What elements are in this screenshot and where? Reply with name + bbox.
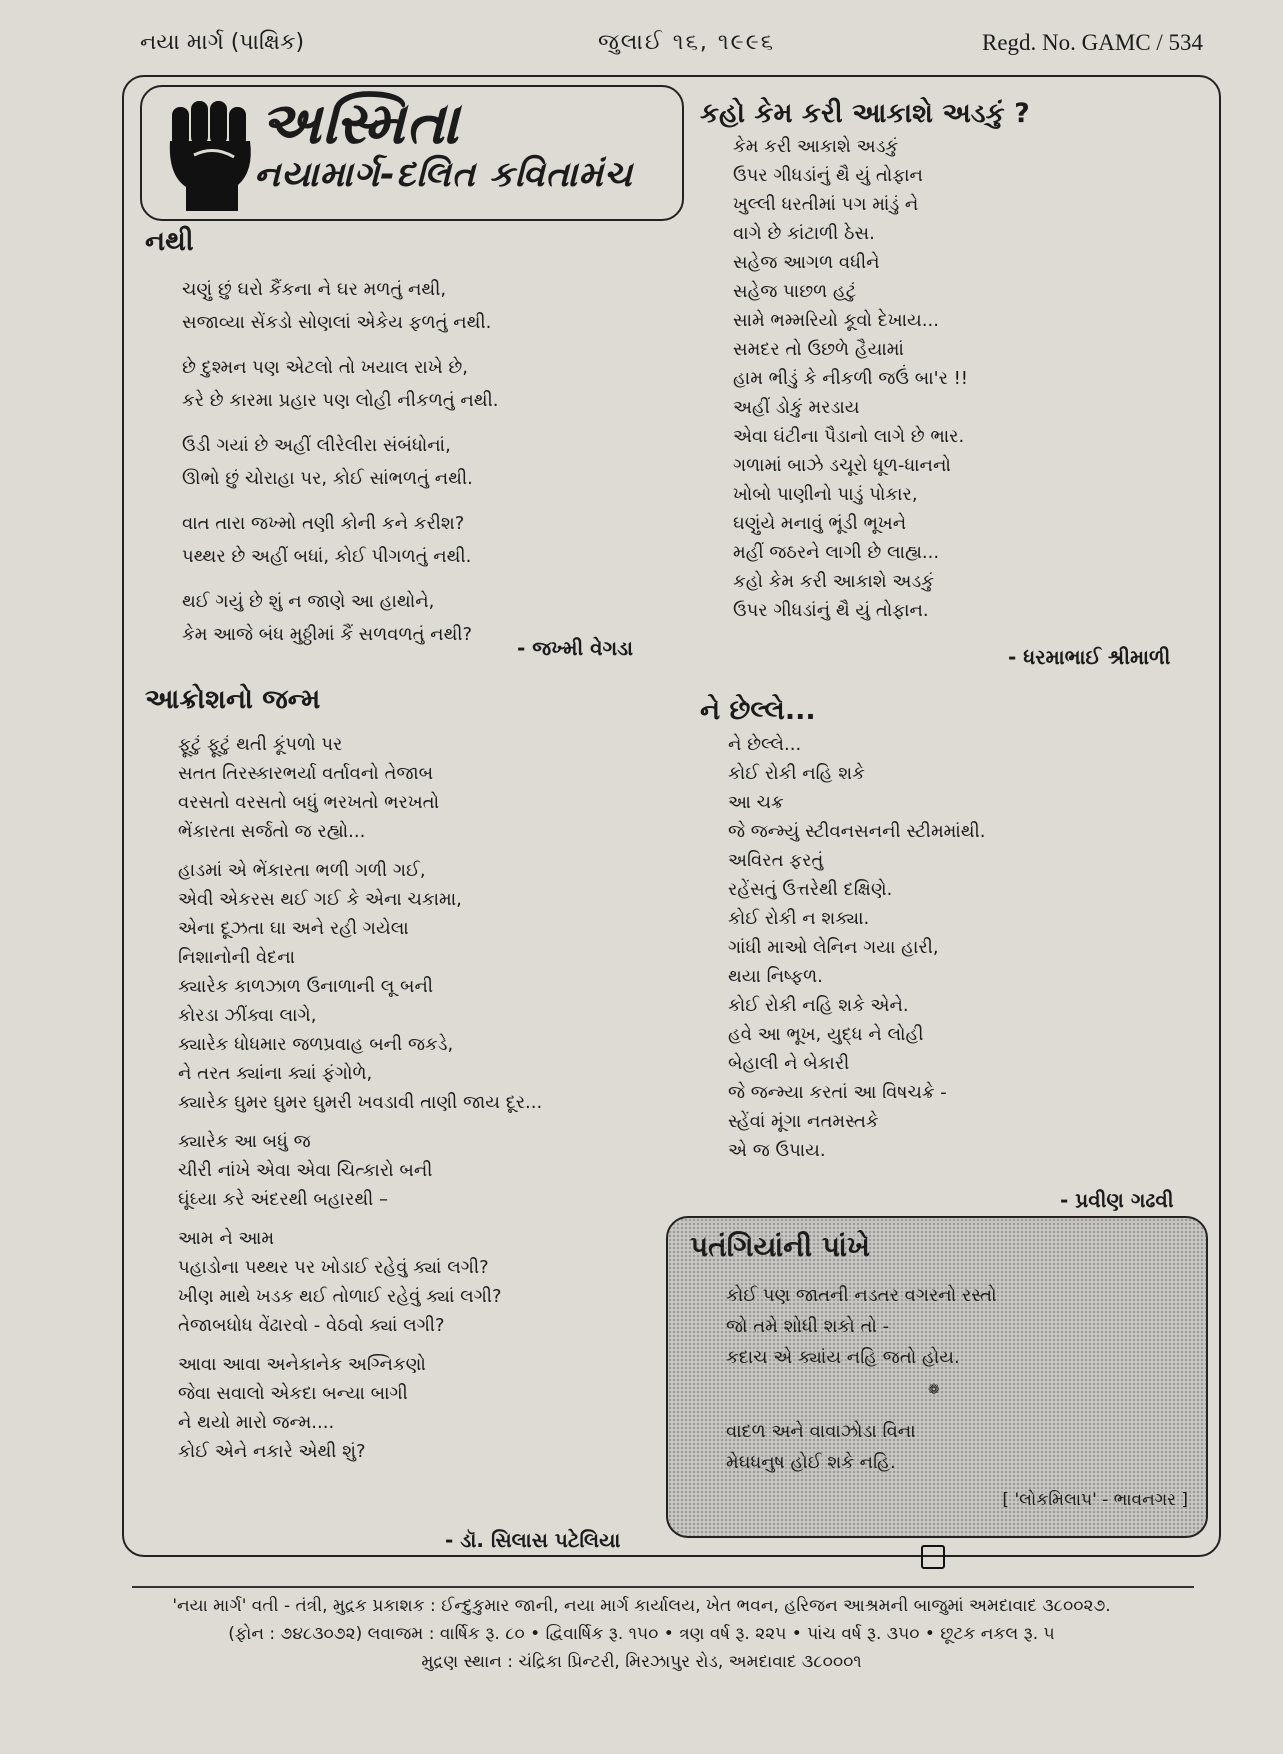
poem-line: ઉપર ગીધડાંનું થૈ યું તોફાન. [733, 600, 929, 621]
poem-line: કોરડા ઝીંક્વા લાગે, [178, 1005, 317, 1026]
poem-line: ક્યારેક ઘુમર ઘુમર ઘુમરી ખવડાવી તાણી જાય દૂર... [178, 1092, 543, 1113]
quote-lines-1 [726, 1280, 997, 1373]
poem-line: કહો કેમ કરી આકાશે અડકું [733, 571, 934, 592]
poem-line: પહાડોના પથ્થર પર ખોડાઈ રહેવું ક્યાં લગી? [178, 1257, 489, 1278]
poem-line: ગળામાં બાઝે ડચૂરો ધૂળ-ધાનનો [733, 455, 951, 476]
poem-line: હવે આ ભૂખ, યુદ્ધ ને લોહી [728, 1024, 924, 1045]
poem-line: ચણું છું ઘરો કૈંકના ને ઘર મળતું નથી, [182, 279, 447, 300]
logo-box [140, 85, 684, 221]
poem-line: વાગે છે કાંટાળી ઠેસ. [733, 223, 875, 244]
poem-line: કોઈ પણ જાતની નડતર વગરનો રસ્તો [726, 1285, 997, 1306]
poem-line: કોઈ રોકી નહિ શકે [728, 763, 865, 784]
poem-line: ફૂટું ફૂટું થતી કૂંપળો પર [178, 734, 343, 755]
poem-line: રહેંસતું ઉત્તરેથી દક્ષિણે. [728, 879, 893, 900]
poem-line: જે જન્મ્યા કરતાં આ વિષચક્રે - [728, 1082, 947, 1103]
poem-kaho-kem [733, 132, 968, 625]
poem-line: મેઘધનુષ હોઈ શકે નહિ. [726, 1452, 896, 1473]
stanza-gap [178, 846, 542, 856]
quote-source: [ 'લોકમિલાપ' - ભાવનગર ] [1002, 1490, 1188, 1510]
poem-line: સામે ભમ્મરિયો કૂવો દેખાય... [733, 310, 939, 331]
footer-publisher-line: 'નયા માર્ગ' વતી - તંત્રી, મુદ્રક પ્રકાશક : ઈન્દુકુમાર જાની, નયા માર્ગ કાર્યાલય, ખેત ભવન, હરિજન આશ્રમની બાજુમાં અમદાવાદ ૩૮૦૦૨૭. [172, 1596, 1111, 1616]
poem-line: સહેજ પાછળ હટું [733, 281, 857, 302]
poem-line: ક્યારેક કાળઝાળ ઉનાળાની લૂ બની [178, 976, 434, 997]
quote-box-title: પતંગિયાંની પાંખે [690, 1230, 870, 1263]
poem-line: જેવા સવાલો એકદા બન્યા બાગી [178, 1383, 408, 1404]
quote-box [666, 1216, 1208, 1538]
header-date: જુલાઈ ૧૬, ૧૯૯૬ [598, 30, 776, 55]
poem-line: થઈ ગયું છે શું ન જાણે આ હાથોને, [182, 591, 435, 612]
poem-line: ક્યારેક ધોધમાર જળપ્રવાહ બની જકડે, [178, 1034, 454, 1055]
poem-line: સહેજ આગળ વધીને [733, 252, 880, 273]
stanza-gap [178, 1214, 542, 1224]
poem-line: વાદળ અને વાવાઝોડા વિના [726, 1421, 916, 1442]
poem-author-4: - પ્રવીણ ગઢવી [1060, 1188, 1174, 1212]
poem-line: વરસતો વરસતો બધું ભરખતો ભરખતો [178, 792, 440, 813]
poem-title-ne-chhelle: ને છેલ્લે... [700, 695, 816, 726]
poem-line: જો તમે શોધી શકો તો - [726, 1316, 890, 1337]
poem-ne-chhelle [728, 730, 985, 1165]
poem-line: કેમ કરી આકાશે અડકું [733, 136, 899, 157]
poem-line: વાત તારા જખ્મો તણી કોની કને કરીશ? [182, 513, 465, 534]
stanza-gap [182, 573, 498, 585]
poem-line: ઉડી ગયાં છે અહીં લીરેલીરા સંબંધોનાં, [182, 435, 451, 456]
poem-line: હામ ભીડું કે નીકળી જઉં બા'ર !! [733, 368, 969, 389]
flower-separator-icon: ❁ [928, 1382, 940, 1398]
header-publication: નયા માર્ગ (પાક્ષિક) [140, 30, 305, 55]
poem-line: કોઈ રોકી નહિ શકે એને. [728, 995, 909, 1016]
poem-line: ને તરત ક્યાંના ક્યાં ફંગોળે, [178, 1063, 373, 1084]
stanza-gap [178, 1340, 542, 1350]
poem-line: ગાંધી માઓ લેનિન ગયા હારી, [728, 937, 939, 958]
poem-title-akroshno-janm: આક્રોશનો જન્મ [145, 684, 321, 715]
logo-subtitle: નયામાર્ગ-દલિત કવિતામંચ [254, 155, 633, 195]
poem-line: છે દુશ્મન પણ એટલો તો ખયાલ રાખે છે, [182, 357, 468, 378]
stanza-gap [182, 417, 498, 429]
poem-line: અવિરત ફરતું [728, 850, 824, 871]
poem-line: કદાચ એ ક્યાંય નહિ જતો હોય. [726, 1347, 960, 1368]
raised-fist-icon [164, 97, 258, 212]
header-registration: Regd. No. GAMC / 534 [982, 30, 1204, 55]
poem-line: ક્યારેક આ બધું જ [178, 1131, 311, 1152]
poem-line: ને છેલ્લે... [728, 734, 802, 755]
poem-nathi [182, 273, 498, 651]
poem-line: જે જન્મ્યું સ્ટીવનસનની સ્ટીમમાંથી. [728, 821, 986, 842]
poem-line: એના દૂઝતા ઘા અને રહી ગયેલા [178, 918, 409, 939]
poem-line: ખીણ માથે ખડક થઈ તોળાઈ રહેવું ક્યાં લગી? [178, 1286, 502, 1307]
poem-line: ખોબો પાણીનો પાડું પોકાર, [733, 484, 918, 505]
stanza-gap [178, 1117, 542, 1127]
poem-author-1: - જખ્મી વેગડા [517, 636, 634, 660]
poem-line: અહીં ડોકું મરડાય [733, 397, 860, 418]
poem-line: બેહાલી ને બેકારી [728, 1053, 850, 1074]
logo-title: અસ્મિતા [260, 89, 460, 157]
poem-author-3: - ધરમાભાઈ શ્રીમાળી [1008, 645, 1171, 669]
footer-printer-line: મુદ્રણ સ્થાન : ચંદ્રિકા પ્રિન્ટરી, મિરઝાપુર રોડ, અમદાવાદ ૩૮૦૦૦૧ [421, 1652, 862, 1672]
poem-line: ને થયો મારો જન્મ.... [178, 1412, 335, 1433]
poem-line: ઊભો છું ચોરાહા પર, કોઈ સાંભળતું નથી. [182, 468, 473, 489]
poem-line: પથ્થર છે અહીં બધાં, કોઈ પીગળતું નથી. [182, 546, 472, 567]
poem-line: આમ ને આમ [178, 1228, 275, 1249]
poem-line: કોઈ રોકી ન શક્યા. [728, 908, 870, 929]
poem-line: તેજાબધોધ વેંઢારવો - વેઠવો ક્યાં લગી? [178, 1315, 445, 1336]
poem-title-nathi: નથી [145, 226, 194, 257]
stanza-gap [182, 339, 498, 351]
quote-lines-2 [726, 1416, 916, 1478]
poem-line: ઘૂંઘ્યા કરે અંદરથી બહારથી – [178, 1189, 388, 1210]
poem-line: એ જ ઉપાય. [728, 1140, 826, 1161]
footer-subscription-line: (ફોન : ૭૪૮૩૦૭૨) લવાજમ : વાર્ષિક રૂ. ૮૦ • દ્વિવાર્ષિક રૂ. ૧૫૦ • ત્રણ વર્ષ રૂ. ૨૨૫ • પાંચ વર્ષ રૂ. ૩૫૦ • છૂટક નકલ રૂ. ૫ [228, 1624, 1055, 1644]
poem-line: આવા આવા અનેકાનેક અગ્નિકણો [178, 1354, 426, 1375]
poem-line: કોઈ એને નકારે એથી શું? [178, 1441, 366, 1462]
poem-line: મહીં જઠરને લાગી છે લાહ્ય... [733, 542, 940, 563]
poem-line: ભેંકારતા સર્જતો જ રહ્યો... [178, 821, 366, 842]
stanza-gap [182, 495, 498, 507]
poem-title-kaho-kem: કહો કેમ કરી આકાશે અડકું ? [700, 98, 1030, 129]
poem-line: ખુલ્લી ધરતીમાં પગ માંડું ને [733, 194, 919, 215]
poem-author-2: - ડૉ. સિલાસ પટેલિયા [445, 1528, 621, 1552]
poem-line: ઉપર ગીધડાંનું થૈ યું તોફાન [733, 165, 923, 186]
poem-line: થયા નિષ્ફળ. [728, 966, 823, 987]
poem-line: ઘણુંયે મનાવું ભૂંડી ભૂખને [733, 513, 907, 534]
poem-line: કરે છે કારમા પ્રહાર પણ લોહી નીકળતું નથી. [182, 390, 499, 411]
poem-line: સ્હેંવાં મૂંગા નતમસ્તકે [728, 1111, 879, 1132]
poem-line: એવા ઘંટીના પૈડાનો લાગે છે ભાર. [733, 426, 965, 447]
poem-line: કેમ આજે બંધ મુઠ્ઠીમાં કૈં સળવળતું નથી? [182, 624, 473, 645]
poem-line: નિશાનોની વેદના [178, 947, 296, 968]
poem-line: સજાવ્યા સેંકડો સોણલાં એકેય ફળતું નથી. [182, 312, 492, 333]
footer-rule [132, 1586, 1194, 1588]
poem-line: એવી એકરસ થઈ ગઈ કે એના ચકામા, [178, 889, 462, 910]
poem-line: સમદર તો ઉછળે હૈયામાં [733, 339, 904, 360]
poem-line: હાડમાં એ ભેંકારતા ભળી ગળી ગઈ, [178, 860, 426, 881]
poem-akroshno-janm [178, 730, 542, 1466]
poem-line: ચીરી નાંખે એવા એવા ચિત્કારો બની [178, 1160, 433, 1181]
poem-line: સતત તિરસ્કારભર્યા વર્તાવનો તેજાબ [178, 763, 434, 784]
poem-line: આ ચક્ર [728, 792, 784, 813]
square-icon [921, 1545, 945, 1569]
